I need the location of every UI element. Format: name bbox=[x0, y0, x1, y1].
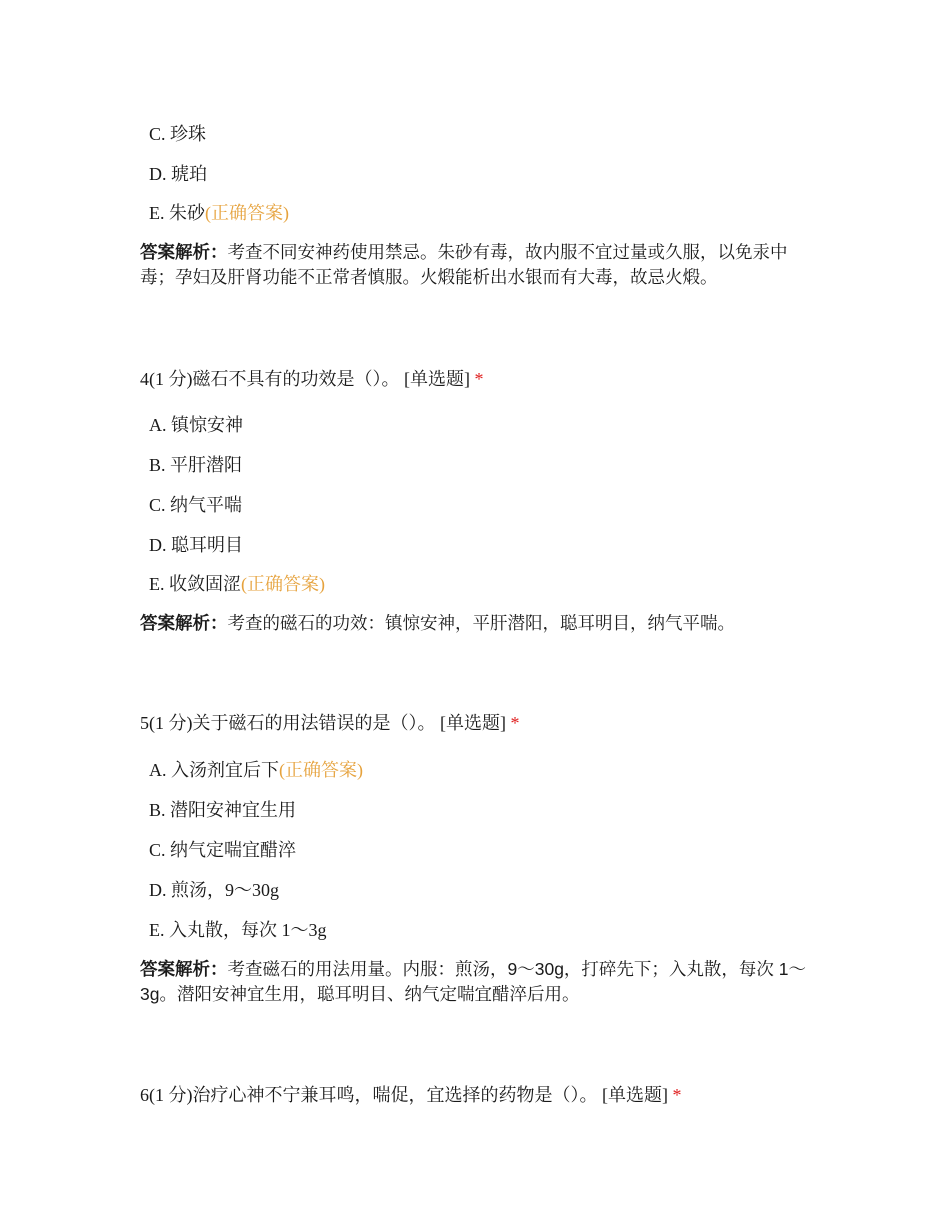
option-a: A. 镇惊安神 bbox=[149, 415, 243, 435]
analysis-label: 答案解析： bbox=[140, 959, 228, 979]
option-a: A. 入汤剂宜后下(正确答案) bbox=[149, 760, 363, 780]
analysis-text: 考查磁石的用法用量。内服：煎汤，9～30g，打碎先下；入丸散，每次 1～3g。潜阳安神宜生用，聪耳明目、纳气定喘宜醋淬后用。 bbox=[140, 959, 807, 1004]
option-d: D. 聪耳明目 bbox=[149, 535, 243, 555]
question-title: 5(1 分)关于磁石的用法错误的是（）。 [单选题] * bbox=[140, 713, 520, 733]
analysis-label: 答案解析： bbox=[140, 242, 228, 262]
option-c: C. 纳气定喘宜醋淬 bbox=[149, 840, 297, 860]
required-asterisk: * bbox=[474, 369, 484, 389]
option-e: E. 收敛固涩(正确答案) bbox=[149, 574, 325, 594]
answer-analysis bbox=[140, 957, 820, 1007]
required-asterisk: * bbox=[672, 1085, 682, 1105]
required-asterisk: * bbox=[510, 713, 520, 733]
option-d: D. 琥珀 bbox=[149, 164, 207, 184]
option-d: D. 煎汤，9～30g bbox=[149, 880, 279, 900]
correct-answer-tag: (正确答案) bbox=[241, 574, 325, 594]
answer-analysis bbox=[140, 240, 820, 290]
question-title: 6(1 分)治疗心神不宁兼耳鸣，喘促，宜选择的药物是（）。 [单选题] * bbox=[140, 1085, 682, 1105]
option-e: E. 朱砂(正确答案) bbox=[149, 203, 289, 223]
option-b: B. 潜阳安神宜生用 bbox=[149, 800, 297, 820]
correct-answer-tag: (正确答案) bbox=[205, 203, 289, 223]
analysis-label: 答案解析： bbox=[140, 613, 228, 633]
question-title: 4(1 分)磁石不具有的功效是（）。 [单选题] * bbox=[140, 369, 484, 389]
option-c: C. 纳气平喘 bbox=[149, 495, 243, 515]
analysis-text: 考查不同安神药使用禁忌。朱砂有毒，故内服不宜过量或久服，以免汞中毒；孕妇及肝肾功能不正常者慎服。火煅能析出水银而有大毒，故忌火煅。 bbox=[140, 242, 788, 287]
analysis-text: 考查的磁石的功效：镇惊安神，平肝潜阳，聪耳明目，纳气平喘。 bbox=[227, 613, 735, 633]
correct-answer-tag: (正确答案) bbox=[279, 760, 363, 780]
option-c: C. 珍珠 bbox=[149, 124, 207, 144]
option-b: B. 平肝潜阳 bbox=[149, 455, 243, 475]
answer-analysis bbox=[140, 611, 820, 636]
option-e: E. 入丸散，每次 1～3g bbox=[149, 920, 327, 940]
